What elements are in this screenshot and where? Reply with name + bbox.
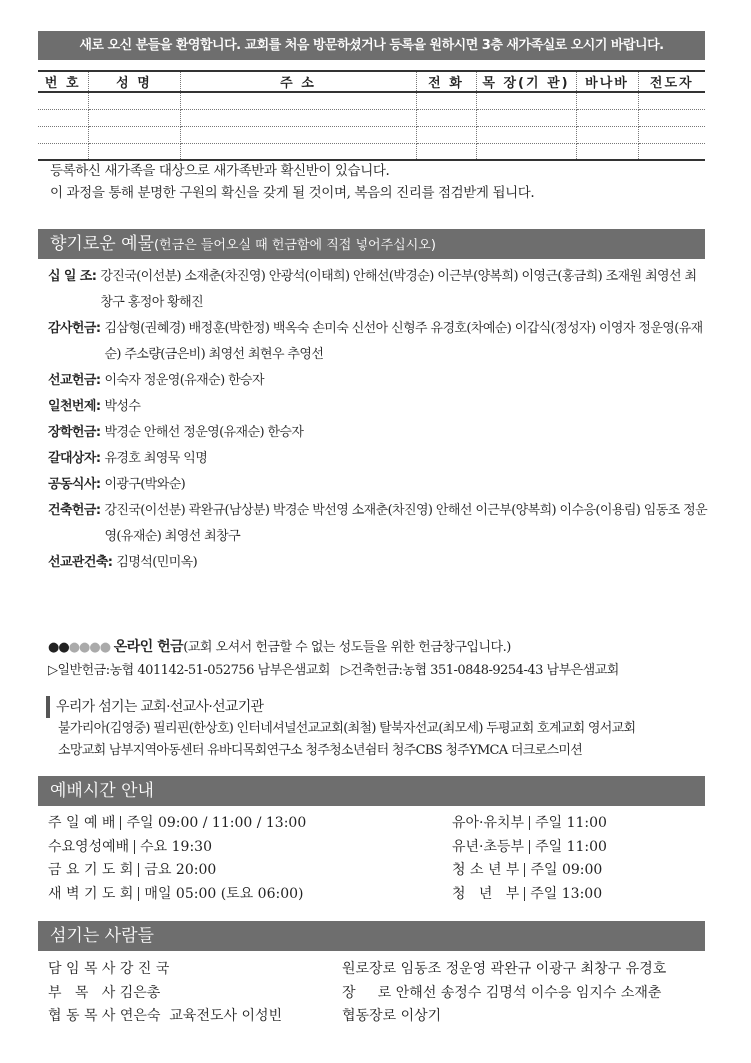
newcomer-notice	[50, 160, 534, 204]
servant-names: 임동조 정운영 곽완규 이광구 최창구 유경호	[400, 961, 667, 977]
servants-left	[48, 958, 282, 1029]
offering-label: 공동식사:	[48, 477, 101, 492]
servant-role: 장 로	[342, 984, 392, 1001]
worship-time: 수요 19:30	[140, 838, 213, 855]
online-title: 온라인 헌금	[113, 639, 184, 655]
cell[interactable]	[638, 92, 705, 109]
servant-role: 담 임 목 사	[48, 961, 116, 977]
worship-time: 주일 11:00	[535, 815, 607, 831]
serving-line: 불가리아(김영중) 필리핀(한상호) 인터네셔널선교교회(최철) 탈북자선교(최모세) 두평교회 호계교회 영서교회	[58, 721, 636, 736]
cell[interactable]	[416, 126, 476, 143]
col-barnabas: 바나바	[576, 71, 638, 92]
servant-row	[342, 958, 666, 982]
worship-label: 청 소 년 부	[452, 862, 520, 878]
col-number: 번 호	[38, 71, 88, 92]
offering-subtitle: (헌금은 들어오실 때 헌금함에 직접 넣어주십시오)	[153, 238, 436, 253]
worship-title: 예배시간 안내	[50, 781, 154, 801]
col-group: 목 장(기 관)	[476, 71, 576, 92]
cell[interactable]	[476, 109, 576, 126]
offering-label: 건축헌금:	[48, 503, 101, 518]
online-desc: (교회 오셔서 헌금할 수 없는 성도들을 위한 헌금창구입니다.)	[183, 640, 511, 655]
offering-names: 김삼형(권혜경) 배정훈(박한정) 백옥숙 손미숙 신선아 신형주 유경호(차예순) 이갑식(정성자) 이영자 정운영(유재순) 주소량(금은비) 최영선 최현우 추영선	[104, 321, 703, 362]
worship-time: 매일 05:00 (토요 06:00)	[144, 885, 304, 902]
cell[interactable]	[576, 109, 638, 126]
servant-names: 이상기	[400, 1008, 442, 1024]
worship-row	[48, 836, 306, 860]
table-row	[38, 126, 705, 143]
worship-label: 유아·유치부	[452, 815, 525, 831]
offering-label: 십 일 조:	[48, 269, 97, 284]
cell[interactable]	[416, 109, 476, 126]
cell[interactable]	[476, 126, 576, 143]
worship-times-right	[452, 812, 607, 906]
offering-row	[48, 498, 708, 550]
welcome-banner: 새로 오신 분들을 환영합니다. 교회를 처음 방문하셨거나 등록을 원하시면 3층 새가족실로 오시기 바랍니다.	[38, 31, 705, 60]
cell[interactable]	[88, 126, 180, 143]
offering-names: 유경호 최영묵 익명	[104, 451, 208, 466]
divider	[134, 840, 135, 854]
divider	[138, 887, 139, 901]
online-title-line	[48, 636, 708, 659]
cell[interactable]	[638, 126, 705, 143]
offering-row	[48, 316, 708, 368]
cell[interactable]	[638, 109, 705, 126]
worship-header	[38, 776, 705, 806]
servant-role: 협동장로	[342, 1008, 397, 1024]
worship-row	[452, 812, 607, 836]
cell[interactable]	[476, 92, 576, 109]
servants-title: 섬기는 사람들	[50, 926, 154, 946]
offering-names: 김명석(민미옥)	[116, 555, 198, 570]
table-row	[38, 143, 705, 160]
offering-row	[48, 420, 708, 446]
table-row	[38, 92, 705, 109]
offering-names: 강진국(이선분) 곽완규(남상분) 박경순 박선영 소재춘(차진영) 안해선 이근부(양복희) 이수응(이용림) 임동조 정운영(유재순) 최영선 최창구	[104, 503, 708, 544]
offering-list	[48, 264, 708, 576]
cell[interactable]	[180, 92, 416, 109]
worship-label: 주 일 예 배	[48, 815, 116, 831]
worship-label: 청 년 부	[452, 885, 520, 902]
worship-times-left	[48, 812, 306, 906]
cell[interactable]	[88, 143, 180, 160]
cell[interactable]	[638, 143, 705, 160]
notice-line: 이 과정을 통해 분명한 구원의 확신을 갖게 될 것이며, 복음의 진리를 점검받게 됩니다.	[50, 185, 535, 201]
offering-label: 선교헌금:	[48, 373, 101, 388]
offering-row	[48, 550, 708, 576]
cell[interactable]	[88, 109, 180, 126]
worship-row	[48, 812, 306, 836]
offering-header	[38, 229, 705, 259]
cell[interactable]	[476, 143, 576, 160]
cell[interactable]	[416, 92, 476, 109]
cell[interactable]	[88, 92, 180, 109]
servant-row	[48, 958, 282, 982]
cell[interactable]	[38, 126, 88, 143]
worship-row	[48, 883, 306, 907]
table-row	[38, 109, 705, 126]
offering-label: 장학헌금:	[48, 425, 101, 440]
offering-label: 갈대상자:	[48, 451, 101, 466]
cell[interactable]	[38, 143, 88, 160]
offering-row	[48, 446, 708, 472]
servant-role: 원로장로	[342, 961, 397, 977]
dots-decoration-icon: ●●●●●●	[48, 640, 111, 655]
worship-row	[452, 883, 607, 907]
cell[interactable]	[38, 92, 88, 109]
divider	[524, 887, 525, 901]
servant-names: 안해선 송정수 김명석 이수응 임지수 소재춘	[395, 984, 662, 1001]
servant-names: 김은총	[119, 984, 161, 1001]
worship-label: 금 요 기 도 회	[48, 862, 134, 878]
offering-row	[48, 394, 708, 420]
worship-time: 주일 09:00 / 11:00 / 13:00	[126, 815, 307, 831]
cell[interactable]	[180, 109, 416, 126]
divider	[524, 863, 525, 877]
cell[interactable]	[576, 126, 638, 143]
worship-time: 주일 11:00	[535, 838, 607, 855]
offering-names: 이광구(박와순)	[104, 477, 186, 492]
col-name: 성 명	[88, 71, 180, 92]
cell[interactable]	[576, 143, 638, 160]
servant-row	[342, 1005, 666, 1029]
worship-label: 유년·초등부	[452, 838, 525, 855]
servant-row	[48, 982, 282, 1006]
serving-line: 소망교회 남부지역아동센터 유바디목회연구소 청주청소년쉼터 청주CBS 청주YMCA 더크로스미션	[58, 743, 583, 758]
servants-header	[38, 921, 705, 951]
offering-row	[48, 368, 708, 394]
registration-table	[38, 70, 705, 161]
worship-row	[452, 859, 607, 883]
offering-label: 선교관건축:	[48, 555, 113, 570]
supported-organizations	[48, 696, 708, 762]
cell[interactable]	[576, 92, 638, 109]
cell[interactable]	[180, 143, 416, 160]
servant-row	[48, 1005, 282, 1029]
col-phone: 전 화	[416, 71, 476, 92]
servant-names: 연은숙	[119, 1008, 161, 1024]
offering-label: 감사헌금:	[48, 321, 101, 336]
servant-role: 부 목 사	[48, 984, 116, 1001]
cell[interactable]	[180, 126, 416, 143]
col-address: 주 소	[180, 71, 416, 92]
offering-names: 박경순 안해선 정운영(유재순) 한승자	[104, 425, 304, 440]
registration-header-row	[38, 71, 705, 92]
offering-names: 강진국(이선분) 소재춘(차진영) 안광석(이태희) 안해선(박경순) 이근부(양복희) 이영근(홍금희) 조재원 최영선 최창구 홍정아 황해진	[100, 269, 697, 310]
serving-title: 우리가 섬기는 교회·선교사·선교기관	[46, 696, 708, 718]
offering-row	[48, 472, 708, 498]
worship-label: 수요영성예배	[48, 838, 130, 855]
servant-row	[342, 982, 666, 1006]
divider	[120, 816, 121, 830]
offering-row	[48, 264, 708, 316]
notice-line: 등록하신 새가족을 대상으로 새가족반과 확신반이 있습니다.	[50, 163, 390, 179]
worship-row	[48, 859, 306, 883]
offering-title: 향기로운 예물	[50, 234, 154, 254]
offering-label: 일천번제:	[48, 399, 101, 414]
worship-time: 주일 13:00	[530, 885, 603, 902]
cell[interactable]	[38, 109, 88, 126]
servant-names: 이성빈	[241, 1008, 283, 1024]
worship-label: 새 벽 기 도 회	[48, 885, 134, 902]
col-evangelist: 전도자	[638, 71, 705, 92]
divider	[138, 863, 139, 877]
worship-row	[452, 836, 607, 860]
servant-names: 강 진 국	[119, 961, 170, 977]
cell[interactable]	[416, 143, 476, 160]
online-offering	[48, 636, 708, 682]
servant-role: 교육전도사	[169, 1008, 238, 1024]
worship-time: 금요 20:00	[144, 862, 217, 878]
servants-right	[342, 958, 666, 1029]
worship-time: 주일 09:00	[530, 862, 603, 878]
offering-names: 이숙자 정운영(유재순) 한승자	[104, 373, 264, 388]
divider	[529, 816, 530, 830]
bank-accounts: ▷일반헌금:농협 401142-51-052756 남부은샘교회 ▷건축헌금:농협 351-0848-9254-43 남부은샘교회	[48, 663, 619, 678]
offering-names: 박성수	[104, 399, 141, 414]
divider	[529, 840, 530, 854]
servant-role: 협 동 목 사	[48, 1008, 116, 1024]
